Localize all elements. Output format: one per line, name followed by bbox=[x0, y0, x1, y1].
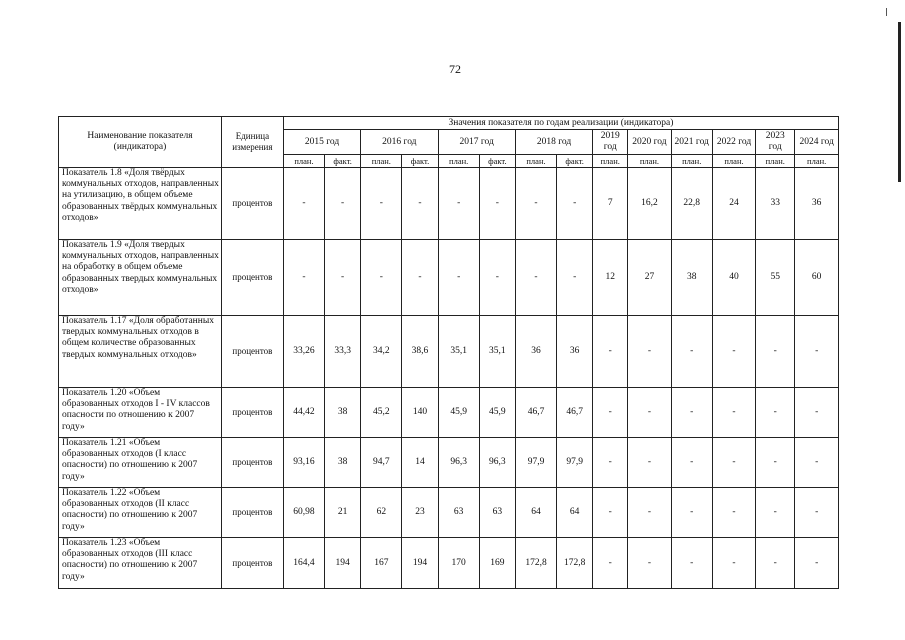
value-cell: 35,1 bbox=[479, 316, 515, 388]
header-year: 2019 год bbox=[593, 130, 628, 155]
header-year: 2021 год bbox=[671, 130, 712, 155]
value-cell: - bbox=[671, 316, 712, 388]
value-cell: - bbox=[712, 316, 755, 388]
header-year: 2024 год bbox=[795, 130, 839, 155]
value-cell: 36 bbox=[515, 316, 556, 388]
value-cell: - bbox=[756, 438, 795, 488]
value-cell: - bbox=[402, 168, 438, 240]
value-cell: 46,7 bbox=[557, 388, 593, 438]
value-cell: - bbox=[402, 240, 438, 316]
header-values-group: Значения показателя по годам реализации (индикатора) bbox=[283, 117, 838, 130]
value-cell: 7 bbox=[593, 168, 628, 240]
value-cell: 16,2 bbox=[628, 168, 671, 240]
header-plan-fact: факт. bbox=[557, 155, 593, 168]
value-cell: - bbox=[712, 488, 755, 538]
value-cell: 55 bbox=[756, 240, 795, 316]
table-row bbox=[59, 438, 839, 488]
value-cell: - bbox=[593, 438, 628, 488]
header-indicator-name: Наименование показателя (индикатора) bbox=[59, 117, 222, 168]
edge-tick-mark bbox=[886, 8, 887, 16]
table-row bbox=[59, 316, 839, 388]
page-edge-mark bbox=[898, 22, 901, 182]
value-cell: 45,9 bbox=[438, 388, 479, 438]
value-cell: - bbox=[325, 168, 361, 240]
value-cell: 27 bbox=[628, 240, 671, 316]
value-cell: - bbox=[671, 488, 712, 538]
value-cell: 169 bbox=[479, 538, 515, 589]
value-cell: 40 bbox=[712, 240, 755, 316]
value-cell: 36 bbox=[557, 316, 593, 388]
table-row bbox=[59, 240, 839, 316]
value-cell: 38 bbox=[325, 388, 361, 438]
value-cell: - bbox=[756, 316, 795, 388]
value-cell: 97,9 bbox=[557, 438, 593, 488]
header-plan-fact: план. bbox=[795, 155, 839, 168]
value-cell: 44,42 bbox=[283, 388, 324, 438]
value-cell: 60,98 bbox=[283, 488, 324, 538]
indicators-table bbox=[58, 116, 839, 589]
value-cell: - bbox=[515, 240, 556, 316]
header-plan-fact: план. bbox=[283, 155, 324, 168]
value-cell: - bbox=[628, 438, 671, 488]
unit-cell: процентов bbox=[221, 538, 283, 589]
value-cell: - bbox=[593, 488, 628, 538]
header-year: 2023 год bbox=[756, 130, 795, 155]
value-cell: - bbox=[795, 316, 839, 388]
value-cell: - bbox=[557, 168, 593, 240]
value-cell: 38 bbox=[671, 240, 712, 316]
header-plan-fact: факт. bbox=[402, 155, 438, 168]
value-cell: - bbox=[712, 538, 755, 589]
header-unit: Единица измерения bbox=[221, 117, 283, 168]
value-cell: - bbox=[593, 316, 628, 388]
value-cell: - bbox=[712, 438, 755, 488]
unit-cell: процентов bbox=[221, 316, 283, 388]
value-cell: 63 bbox=[479, 488, 515, 538]
header-plan-fact: план. bbox=[756, 155, 795, 168]
value-cell: 97,9 bbox=[515, 438, 556, 488]
header-year: 2015 год bbox=[283, 130, 360, 155]
header-plan-fact: план. bbox=[628, 155, 671, 168]
value-cell: - bbox=[325, 240, 361, 316]
header-year: 2018 год bbox=[515, 130, 592, 155]
table-row bbox=[59, 488, 839, 538]
unit-cell: процентов bbox=[221, 488, 283, 538]
value-cell: - bbox=[593, 388, 628, 438]
table-row bbox=[59, 388, 839, 438]
value-cell: - bbox=[479, 240, 515, 316]
value-cell: 94,7 bbox=[361, 438, 402, 488]
value-cell: - bbox=[795, 438, 839, 488]
value-cell: 45,9 bbox=[479, 388, 515, 438]
value-cell: - bbox=[361, 240, 402, 316]
value-cell: 24 bbox=[712, 168, 755, 240]
header-plan-fact: факт. bbox=[479, 155, 515, 168]
value-cell: - bbox=[671, 438, 712, 488]
value-cell: 194 bbox=[402, 538, 438, 589]
header-plan-fact: план. bbox=[593, 155, 628, 168]
value-cell: - bbox=[712, 388, 755, 438]
value-cell: 38,6 bbox=[402, 316, 438, 388]
unit-cell: процентов bbox=[221, 388, 283, 438]
value-cell: - bbox=[438, 168, 479, 240]
value-cell: - bbox=[795, 488, 839, 538]
value-cell: - bbox=[283, 168, 324, 240]
value-cell: - bbox=[756, 538, 795, 589]
table-body bbox=[59, 168, 839, 589]
value-cell: - bbox=[557, 240, 593, 316]
value-cell: 12 bbox=[593, 240, 628, 316]
header-year: 2017 год bbox=[438, 130, 515, 155]
indicator-name-cell: Показатель 1.21 «Объем образованных отходов (I класс опасности) по отношению к 2007 году» bbox=[59, 438, 222, 488]
value-cell: 33,26 bbox=[283, 316, 324, 388]
value-cell: 35,1 bbox=[438, 316, 479, 388]
value-cell: 93,16 bbox=[283, 438, 324, 488]
value-cell: - bbox=[671, 538, 712, 589]
unit-cell: процентов bbox=[221, 240, 283, 316]
header-plan-fact: план. bbox=[671, 155, 712, 168]
value-cell: 164,4 bbox=[283, 538, 324, 589]
indicator-name-cell: Показатель 1.9 «Доля твердых коммунальных отходов, направленных на обработку в общем объеме образованных твердых коммунальных отходов» bbox=[59, 240, 222, 316]
value-cell: 21 bbox=[325, 488, 361, 538]
value-cell: - bbox=[628, 538, 671, 589]
value-cell: 34,2 bbox=[361, 316, 402, 388]
value-cell: - bbox=[795, 388, 839, 438]
value-cell: 170 bbox=[438, 538, 479, 589]
value-cell: - bbox=[756, 388, 795, 438]
value-cell: 33 bbox=[756, 168, 795, 240]
value-cell: 96,3 bbox=[479, 438, 515, 488]
value-cell: - bbox=[628, 388, 671, 438]
value-cell: 63 bbox=[438, 488, 479, 538]
value-cell: - bbox=[593, 538, 628, 589]
table-row bbox=[59, 168, 839, 240]
header-year: 2020 год bbox=[628, 130, 671, 155]
indicator-name-cell: Показатель 1.20 «Объем образованных отходов I - IV классов опасности по отношению к 2007 году» bbox=[59, 388, 222, 438]
page-number: 72 bbox=[449, 62, 461, 76]
value-cell: - bbox=[361, 168, 402, 240]
value-cell: - bbox=[628, 316, 671, 388]
value-cell: - bbox=[438, 240, 479, 316]
value-cell: 36 bbox=[795, 168, 839, 240]
value-cell: 22,8 bbox=[671, 168, 712, 240]
value-cell: 96,3 bbox=[438, 438, 479, 488]
value-cell: 45,2 bbox=[361, 388, 402, 438]
value-cell: 172,8 bbox=[515, 538, 556, 589]
header-plan-fact: план. bbox=[361, 155, 402, 168]
value-cell: - bbox=[628, 488, 671, 538]
value-cell: 60 bbox=[795, 240, 839, 316]
unit-cell: процентов bbox=[221, 438, 283, 488]
value-cell: 140 bbox=[402, 388, 438, 438]
indicator-name-cell: Показатель 1.8 «Доля твёрдых коммунальных отходов, направленных на утилизацию, в общем объеме образованных твёрдых коммунальных отходов» bbox=[59, 168, 222, 240]
header-plan-fact: план. bbox=[438, 155, 479, 168]
value-cell: 172,8 bbox=[557, 538, 593, 589]
value-cell: - bbox=[795, 538, 839, 589]
value-cell: 194 bbox=[325, 538, 361, 589]
value-cell: - bbox=[756, 488, 795, 538]
value-cell: - bbox=[515, 168, 556, 240]
value-cell: 33,3 bbox=[325, 316, 361, 388]
value-cell: 46,7 bbox=[515, 388, 556, 438]
value-cell: - bbox=[283, 240, 324, 316]
value-cell: 14 bbox=[402, 438, 438, 488]
value-cell: 64 bbox=[557, 488, 593, 538]
value-cell: 23 bbox=[402, 488, 438, 538]
value-cell: - bbox=[479, 168, 515, 240]
value-cell: 64 bbox=[515, 488, 556, 538]
value-cell: 62 bbox=[361, 488, 402, 538]
header-plan-fact: план. bbox=[712, 155, 755, 168]
unit-cell: процентов bbox=[221, 168, 283, 240]
header-plan-fact: план. bbox=[515, 155, 556, 168]
header-year: 2022 год bbox=[712, 130, 755, 155]
header-plan-fact: факт. bbox=[325, 155, 361, 168]
table-header bbox=[59, 117, 839, 168]
indicator-name-cell: Показатель 1.23 «Объем образованных отходов (III класс опасности) по отношению к 2007 году» bbox=[59, 538, 222, 589]
value-cell: - bbox=[671, 388, 712, 438]
value-cell: 38 bbox=[325, 438, 361, 488]
indicator-name-cell: Показатель 1.17 «Доля обработанных твердых коммунальных отходов в общем количестве образованных твердых коммунальных отходов» bbox=[59, 316, 222, 388]
value-cell: 167 bbox=[361, 538, 402, 589]
indicator-name-cell: Показатель 1.22 «Объем образованных отходов (II класс опасности) по отношению к 2007 году» bbox=[59, 488, 222, 538]
table-row bbox=[59, 538, 839, 589]
header-year: 2016 год bbox=[361, 130, 438, 155]
